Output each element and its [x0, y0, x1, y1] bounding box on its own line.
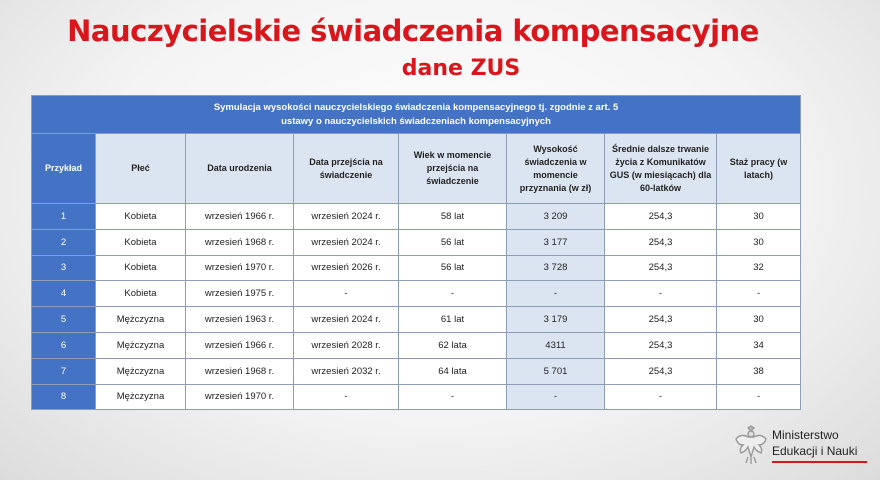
- table-cell: 254,3: [605, 358, 717, 384]
- column-header: Data urodzenia: [186, 134, 294, 204]
- table-cell: 6: [32, 332, 96, 358]
- table-cell: wrzesień 1975 r.: [186, 281, 294, 307]
- table-row: [32, 332, 801, 358]
- table-cell: wrzesień 1968 r.: [186, 229, 294, 255]
- table-cell: Kobieta: [96, 281, 186, 307]
- table-cell: 3 177: [507, 229, 605, 255]
- table-row: [32, 204, 801, 230]
- table-row: [32, 307, 801, 333]
- table-cell: 254,3: [605, 204, 717, 230]
- table-cell: wrzesień 1970 r.: [186, 384, 294, 410]
- table-cell: wrzesień 2024 r.: [294, 204, 399, 230]
- column-header: Wysokość świadczenia w momencie przyznania (w zł): [507, 134, 605, 204]
- simulation-table: [31, 95, 801, 410]
- table-cell: -: [605, 384, 717, 410]
- table-cell: 3 179: [507, 307, 605, 333]
- table-cell: Mężczyzna: [96, 384, 186, 410]
- eagle-emblem-icon: [734, 425, 768, 465]
- page-subtitle: [0, 56, 826, 81]
- logo-line1: Ministerstwo: [772, 428, 839, 442]
- table-cell: 34: [717, 332, 801, 358]
- table-cell: -: [399, 384, 507, 410]
- table-caption-line2: ustawy o nauczycielskich świadczeniach kompensacyjnych: [281, 115, 551, 127]
- table-row: [32, 255, 801, 281]
- table-cell: wrzesień 1970 r.: [186, 255, 294, 281]
- table-cell: wrzesień 2024 r.: [294, 229, 399, 255]
- column-header: Płeć: [96, 134, 186, 204]
- table-cell: -: [605, 281, 717, 307]
- table-cell: -: [717, 281, 801, 307]
- table-cell: wrzesień 2032 r.: [294, 358, 399, 384]
- table-cell: -: [294, 384, 399, 410]
- table-cell: wrzesień 1966 r.: [186, 332, 294, 358]
- table-cell: 254,3: [605, 332, 717, 358]
- table-cell: 58 lat: [399, 204, 507, 230]
- column-header: Średnie dalsze trwanie życia z Komunikatów GUS (w miesiącach) dla 60-latków: [605, 134, 717, 204]
- table-cell: 254,3: [605, 255, 717, 281]
- column-header: Wiek w momencie przejścia na świadczenie: [399, 134, 507, 204]
- table-cell: 1: [32, 204, 96, 230]
- table-cell: wrzesień 1966 r.: [186, 204, 294, 230]
- table-cell: Mężczyzna: [96, 358, 186, 384]
- column-header: Przykład: [32, 134, 96, 204]
- table-cell: 32: [717, 255, 801, 281]
- table-row: [32, 281, 801, 307]
- table-cell: Mężczyzna: [96, 307, 186, 333]
- table-cell: 61 lat: [399, 307, 507, 333]
- table-cell: 2: [32, 229, 96, 255]
- table-cell: 5: [32, 307, 96, 333]
- logo-accent-bar: [772, 461, 867, 463]
- column-header: Data przejścia na świadczenie: [294, 134, 399, 204]
- table-cell: wrzesień 2028 r.: [294, 332, 399, 358]
- table-cell: -: [294, 281, 399, 307]
- table-row: [32, 358, 801, 384]
- table-cell: Kobieta: [96, 204, 186, 230]
- table-cell: -: [507, 281, 605, 307]
- table-cell: 30: [717, 307, 801, 333]
- table-cell: 4311: [507, 332, 605, 358]
- table-cell: 38: [717, 358, 801, 384]
- subtitle-text: dane ZUS: [401, 56, 521, 81]
- table-cell: 8: [32, 384, 96, 410]
- ministry-logo: [730, 420, 870, 470]
- table-cell: -: [399, 281, 507, 307]
- table-cell: -: [717, 384, 801, 410]
- table-cell: wrzesień 2024 r.: [294, 307, 399, 333]
- table-cell: Kobieta: [96, 255, 186, 281]
- table-cell: 4: [32, 281, 96, 307]
- table-cell: 254,3: [605, 229, 717, 255]
- table-row: [32, 384, 801, 410]
- table-cell: 56 lat: [399, 229, 507, 255]
- table-cell: 56 lat: [399, 255, 507, 281]
- table-cell: 30: [717, 229, 801, 255]
- table-cell: wrzesień 1963 r.: [186, 307, 294, 333]
- logo-line2: Edukacji i Nauki: [772, 444, 858, 458]
- table-cell: 7: [32, 358, 96, 384]
- table-cell: 3 209: [507, 204, 605, 230]
- page-title: Nauczycielskie świadczenia kompensacyjne: [67, 14, 759, 48]
- table-cell: 64 lata: [399, 358, 507, 384]
- table-cell: 3: [32, 255, 96, 281]
- table-cell: wrzesień 2026 r.: [294, 255, 399, 281]
- table-cell: 62 lata: [399, 332, 507, 358]
- table-cell: Kobieta: [96, 229, 186, 255]
- table-row: [32, 229, 801, 255]
- table-cell: wrzesień 1968 r.: [186, 358, 294, 384]
- table-cell: Mężczyzna: [96, 332, 186, 358]
- table-cell: 30: [717, 204, 801, 230]
- table-cell: -: [507, 384, 605, 410]
- table-caption: [32, 96, 801, 134]
- column-header: Staż pracy (w latach): [717, 134, 801, 204]
- table-caption-line1: Symulacja wysokości nauczycielskiego świadczenia kompensacyjnego tj. zgodnie z art. 5: [213, 101, 619, 113]
- table-cell: 254,3: [605, 307, 717, 333]
- table-cell: 5 701: [507, 358, 605, 384]
- table-cell: 3 728: [507, 255, 605, 281]
